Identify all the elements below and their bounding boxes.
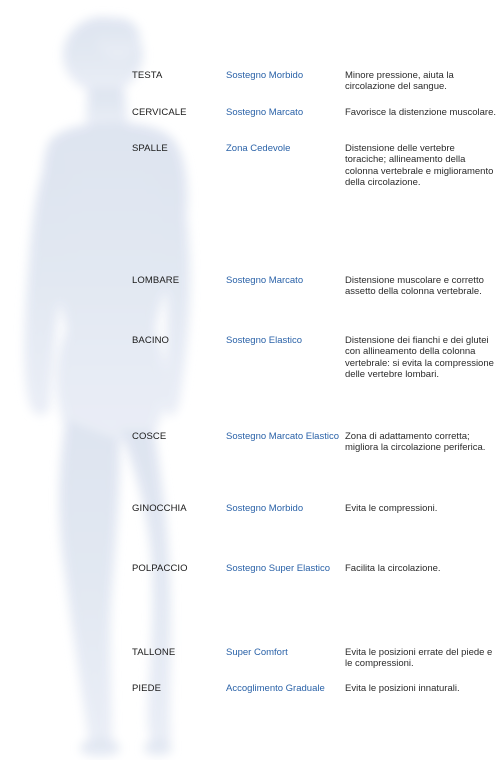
support-label: Super Comfort xyxy=(226,647,288,658)
support-label: Sostegno Super Elastico xyxy=(226,563,331,574)
zone-label: COSCE xyxy=(132,431,167,442)
support-label: Sostegno Marcato xyxy=(226,275,304,286)
zone-label: LOMBARE xyxy=(132,275,180,286)
support-label: Accoglimento Graduale xyxy=(226,683,325,694)
benefit-text: Evita le compressioni. xyxy=(345,503,438,514)
zone-label: GINOCCHIA xyxy=(132,503,187,514)
zone-label: SPALLE xyxy=(132,143,168,154)
support-label: Sostegno Morbido xyxy=(226,70,304,81)
support-label: Sostegno Marcato xyxy=(226,107,304,118)
zone-label: PIEDE xyxy=(132,683,162,694)
benefit-text: Facilita la circolazione. xyxy=(345,563,441,574)
support-label: Sostegno Morbido xyxy=(226,503,304,514)
benefit-text: Zona di adattamento corretta; migliora la circolazione periferica. xyxy=(345,431,486,454)
zone-label: BACINO xyxy=(132,335,170,346)
benefit-text: Distensione dei fianchi e dei glutei con allineamento della colonna vertebrale: si evita la compressione delle vertebre lombari. xyxy=(345,335,494,381)
benefit-text: Favorisce la distenzione muscolare. xyxy=(345,107,497,118)
zone-label: CERVICALE xyxy=(132,107,187,118)
support-label: Sostegno Elastico xyxy=(226,335,303,346)
zone-label: TALLONE xyxy=(132,647,176,658)
support-label: Sostegno Marcato Elastico xyxy=(226,431,340,442)
benefit-text: Evita le posizioni errate del piede e le compressioni. xyxy=(345,647,493,670)
zone-label: POLPACCIO xyxy=(132,563,188,574)
benefit-text: Distensione muscolare e corretto assetto della colonna vertebrale. xyxy=(345,275,484,298)
benefit-text: Evita le posizioni innaturali. xyxy=(345,683,460,694)
zone-label: TESTA xyxy=(132,70,163,81)
benefit-text: Minore pressione, aiuta la circolazione del sangue. xyxy=(345,70,454,93)
support-label: Zona Cedevole xyxy=(226,143,291,154)
benefit-text: Distensione delle vertebre toraciche; allineamento della colonna vertebrale e miglioramento della circolazione. xyxy=(345,143,494,189)
